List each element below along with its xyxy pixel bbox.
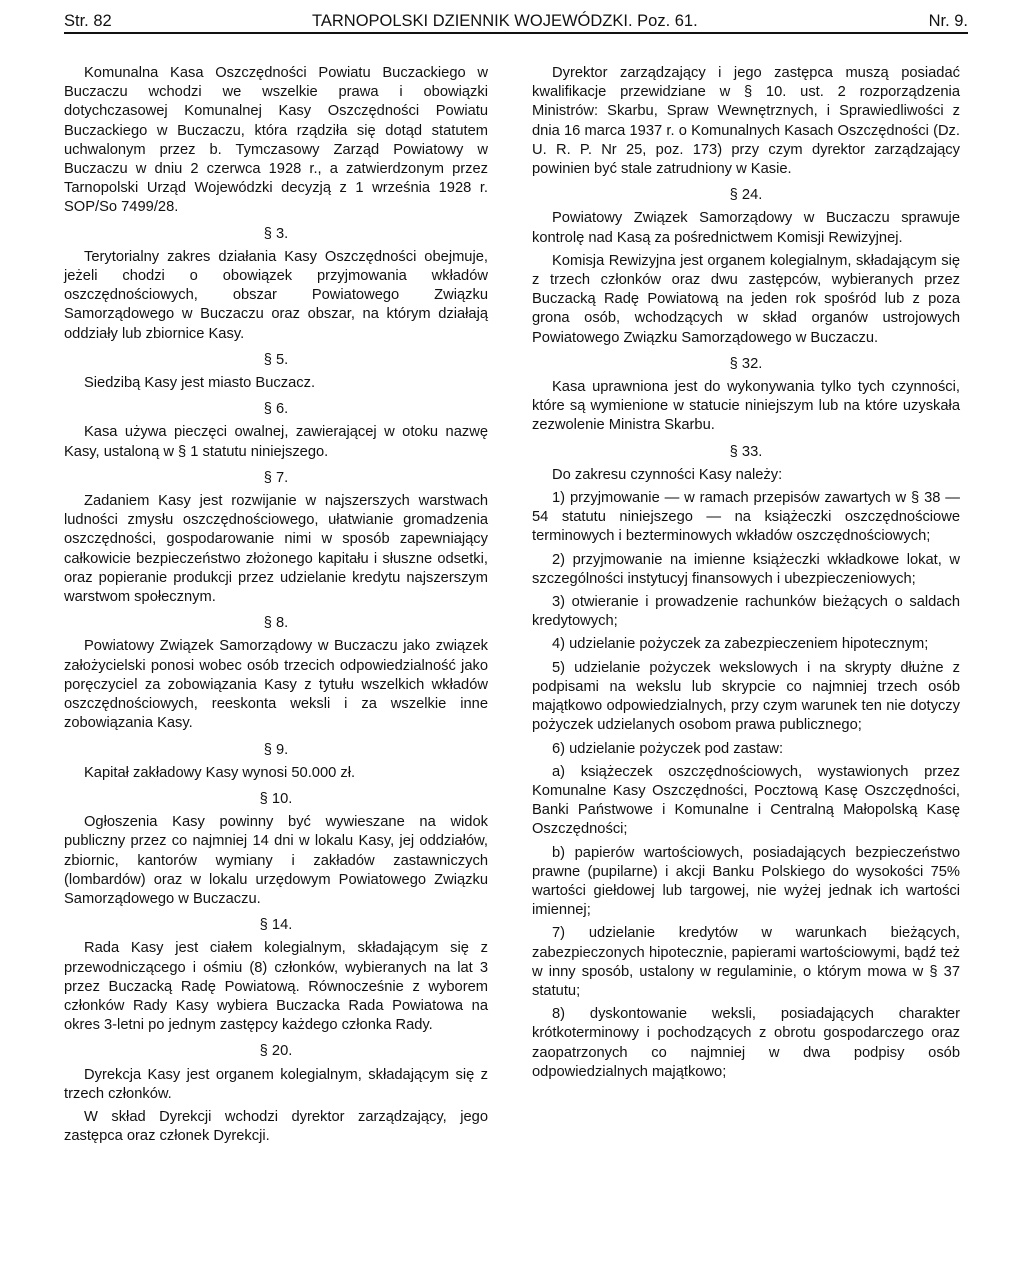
section-14-title: § 14. bbox=[259, 917, 293, 934]
section-20-title: § 20. bbox=[259, 1043, 293, 1060]
list-item: 8) dyskontowanie weksli, posiadających charakter krótkoterminowy i pochodzących z obrotu gospodarczego oraz zaopatrzonych co najmniej w dwa podpisy osób odpowiedzialnych majątkowo; bbox=[532, 1006, 960, 1080]
list-item: 6) udzielanie pożyczek pod zastaw: bbox=[552, 740, 784, 757]
section-9-title: § 9. bbox=[263, 741, 289, 758]
continuation-paragraph: Dyrektor zarządzający i jego zastępca muszą posiadać kwalifikacje przewidziane w § 10. ust. 2 rozporządzenia Ministrów: Skarbu, Spraw Wewnętrznych, i Sprawiedliwości z dnia 16 marca 1937 r. o Komunalnych Kasach Oszczędności (Dz. U. R. P. Nr 25, poz. 173) przy czym dyrektor zarządzający powinien być stale zatrudniony w Kasie. bbox=[532, 65, 960, 178]
journal-title: TARNOPOLSKI DZIENNIK WOJEWÓDZKI. Poz. 61. bbox=[312, 12, 698, 30]
section-10-text: Ogłoszenia Kasy powinny być wywieszane na widok publiczny przez co najmniej 14 dni w lokalu Kasy, jej oddziałów, zbiornic, kantorów wymiany i zakładów zastawniczych (lombardów) oraz w lokalu urzędowym Powiatowego Związku Samorządowego w Buczaczu. bbox=[64, 814, 488, 907]
list-item: b) papierów wartościowych, posiadających bezpieczeństwo prawne (pupilarne) i akcji Banku Polskiego do wysokości 75% wartości giełdowej lub targowej, nie wyżej jednak ich wartości imiennej; bbox=[532, 844, 960, 919]
list-item: 7) udzielanie kredytów w warunkach bieżących, zabezpieczonych hipotecznie, papierami wartościowymi, bądź też w inny sposób, ustalony w regulaminie, o którym mowa w § 37 statutu; bbox=[532, 925, 960, 999]
issue-number: Nr. 9. bbox=[928, 12, 968, 30]
section-32-title: § 32. bbox=[729, 355, 763, 372]
section-24-text-2: Komisja Rewizyjna jest organem kolegialnym, składającym się z trzech członków oraz dwu zastępców, wybieranych przez Buczacką Radę Powiatową na jeden rok spośród lub z poza grona osób, wchodzących w skład organów ustrojowych Powiatowego Związku Samorządowego w Buczaczu. bbox=[532, 252, 960, 346]
list-item: 2) przyjmowanie na imienne książeczki wkładkowe lokat, w szczególności instytucyj finansowych i ubezpieczeniowych; bbox=[532, 551, 960, 587]
section-5-text: Siedzibą Kasy jest miasto Buczacz. bbox=[84, 375, 316, 392]
section-7-text: Zadaniem Kasy jest rozwijanie w najszerszych warstwach ludności zmysłu oszczędnościowego, ułatwianie gromadzenia oszczędności, gospodarowanie nimi w sposób zapewniający całkowicie bezpieczeństwo złożonego kapitału i słuszne odsetki, oraz popieranie produkcji przez udzielanie kredytu najszerszym warstwom społecznym. bbox=[64, 493, 488, 606]
list-item: 3) otwieranie i prowadzenie rachunków bieżących o saldach kredytowych; bbox=[532, 594, 960, 630]
section-6-text: Kasa używa pieczęci owalnej, zawierającej w otoku nazwę Kasy, ustaloną w § 1 statutu niniejszego. bbox=[64, 424, 488, 460]
section-9-text: Kapitał zakładowy Kasy wynosi 50.000 zł. bbox=[84, 764, 356, 781]
list-item: 5) udzielanie pożyczek wekslowych i na skrypty dłużne z podpisami na wekslu lub skrypcie co najmniej trzech osób majątkowo odpowiedzialnych, przy czym warunek ten nie dotyczy pożyczek udzielanych osobom prawa publicznego; bbox=[532, 659, 960, 734]
left-column bbox=[64, 64, 488, 1146]
section-3-text: Terytorialny zakres działania Kasy Oszczędności obejmuje, jeżeli chodzi o obowiązek przyjmowania wkładów oszczędnościowych, obszar Powiatowego Związku Samorządowego w Buczaczu oraz obszar, na którym działają oddziały lub zbiornice Kasy. bbox=[64, 248, 488, 342]
section-6-title: § 6. bbox=[263, 401, 289, 418]
page-number: Str. 82 bbox=[64, 12, 112, 30]
section-8-title: § 8. bbox=[263, 615, 289, 632]
list-item: 4) udzielanie pożyczek za zabezpieczeniem hipotecznym; bbox=[552, 636, 929, 653]
list-item: a) książeczek oszczędnościowych, wystawionych przez Komunalne Kasy Oszczędności, Pocztową Kasę Oszczędności, Banki Państwowe i Komunalne i Centralną Małopolską Kasę Oszczędności; bbox=[532, 763, 960, 838]
section-24-title: § 24. bbox=[729, 187, 763, 204]
section-8-text: Powiatowy Związek Samorządowy w Buczaczu jako związek założycielski ponosi wobec osób trzecich odpowiedzialność jako poręczyciel za zobowiązania Kasy z tytułu wszelkich wkładów oszczędnościowych, reeskonta weksli i za wszelkie inne zobowiązania Kasy. bbox=[64, 638, 488, 732]
section-20-text: Dyrekcja Kasy jest organem kolegialnym, składającym się z trzech członków. bbox=[64, 1066, 488, 1102]
right-column bbox=[532, 64, 960, 1082]
list-item: 1) przyjmowanie — w ramach przepisów zawartych w § 38 — 54 statutu niniejszego — na książeczki oszczędnościowe terminowych i bezterminowych wkładów oszczędnościowych; bbox=[532, 490, 960, 545]
section-5-title: § 5. bbox=[263, 351, 289, 368]
section-20-text-2: W skład Dyrekcji wchodzi dyrektor zarządzający, jego zastępca oraz członek Dyrekcji. bbox=[64, 1108, 488, 1145]
intro-paragraph: Komunalna Kasa Oszczędności Powiatu Buczackiego w Buczaczu wchodzi we wszelkie prawa i obowiązki dotychczasowej Komunalnej Kasy Oszczędności Powiatu Buczackiego w Buczaczu, która rządziła się dotąd statutem uchwalonym przez b. Tymczasowy Zarząd Powiatowy w Buczaczu w dniu 2 czerwca 1928 r., a zatwierdzonym przez Tarnopolski Urząd Wojewódzki decyzją z 1 września 1928 r. SOP/So 7499/28. bbox=[64, 65, 488, 216]
section-33-intro: Do zakresu czynności Kasy należy: bbox=[552, 466, 783, 483]
section-3-title: § 3. bbox=[263, 225, 289, 242]
section-10-title: § 10. bbox=[259, 790, 293, 807]
page-header bbox=[64, 10, 968, 34]
section-14-text: Rada Kasy jest ciałem kolegialnym, składającym się z przewodniczącego i ośmiu (8) członków, wybieranych na lat 3 przez Buczacką Radę Powiatową. Równocześnie z wyborem członków Rady Kasy wybiera Buczacka Rada Powiatowa na okres 3-letni po jednym zastępcy każdego członka Rady. bbox=[64, 940, 488, 1034]
section-24-text: Powiatowy Związek Samorządowy w Buczaczu sprawuje kontrolę nad Kasą za pośrednictwem Komisji Rewizyjnej. bbox=[532, 210, 960, 246]
section-33-title: § 33. bbox=[729, 443, 763, 460]
section-32-text: Kasa uprawniona jest do wykonywania tylko tych czynności, które są wymienione w statucie niniejszym lub na które uzyskała zezwolenie Ministra Skarbu. bbox=[532, 379, 960, 434]
section-7-title: § 7. bbox=[263, 469, 289, 486]
